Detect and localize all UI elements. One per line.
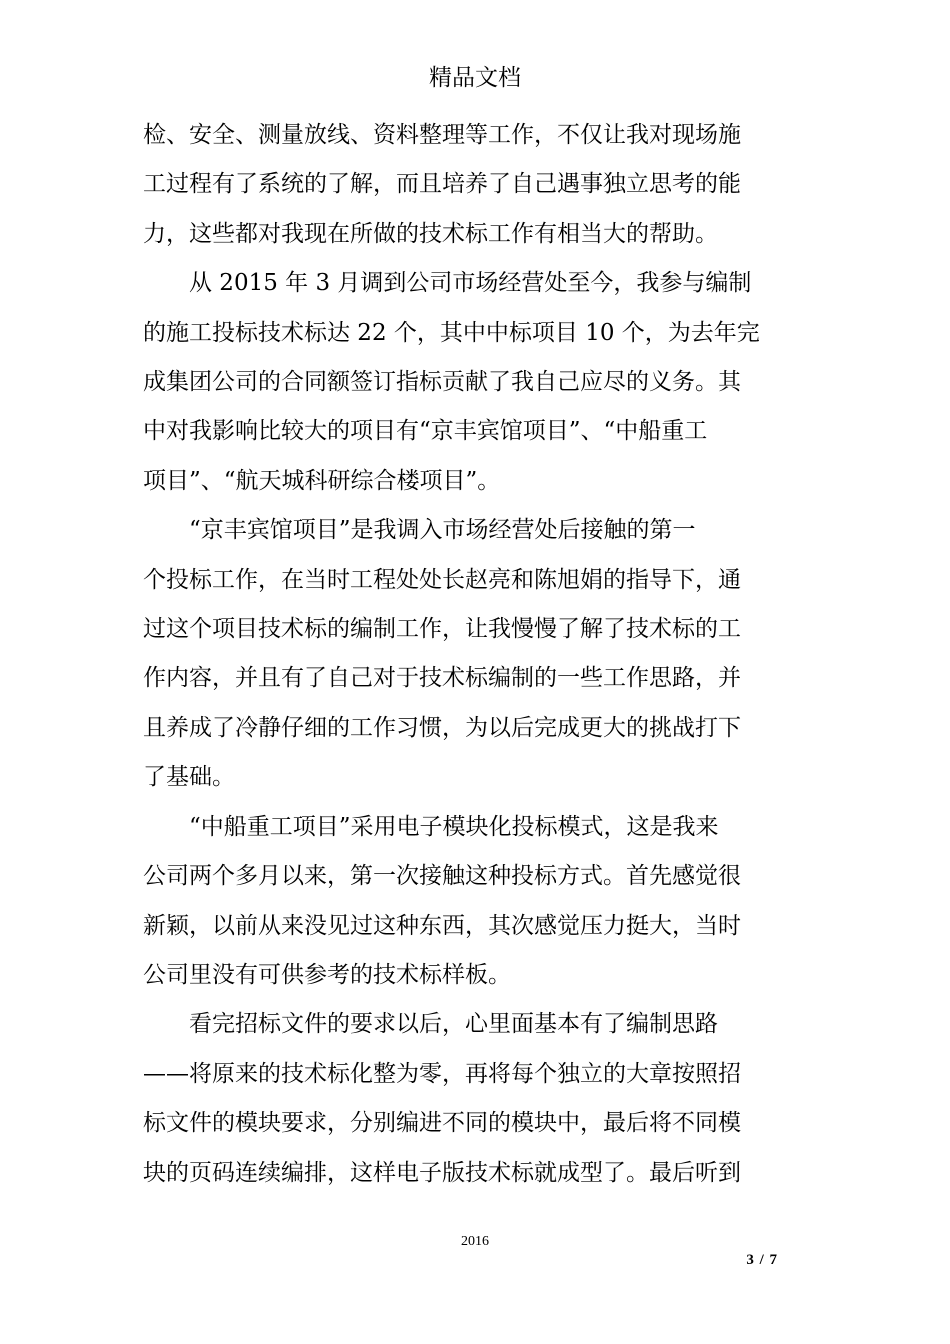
text-line: 新颖，以前从来没见过这种东西，其次感觉压力挺大，当时 bbox=[143, 912, 741, 939]
text-line: 看完招标文件的要求以后，心里面基本有了编制思路 bbox=[189, 1011, 718, 1038]
text-line: 了基础。 bbox=[143, 764, 235, 791]
document-header-title: 精品文档 bbox=[429, 65, 521, 91]
text-line: 从 2015 年 3 月调到公司市场经营处至今，我参与编制 bbox=[189, 270, 752, 297]
text-line: ——将原来的技术标化整为零，再将每个独立的大章按照招 bbox=[143, 1060, 741, 1087]
text-line: 且养成了冷静仔细的工作习惯，为以后完成更大的挑战打下 bbox=[143, 714, 741, 741]
text-line: 过这个项目技术标的编制工作，让我慢慢了解了技术标的工 bbox=[143, 616, 741, 643]
text-line: 的施工投标技术标达 22 个，其中中标项目 10 个，为去年完 bbox=[143, 319, 760, 346]
text-line: 公司里没有可供参考的技术标样板。 bbox=[143, 961, 511, 988]
text-line: 检、安全、测量放线、资料整理等工作，不仅让我对现场施 bbox=[143, 122, 741, 148]
footer-year: 2016 bbox=[461, 1234, 489, 1249]
text-line: 作内容，并且有了自己对于技术标编制的一些工作思路，并 bbox=[143, 665, 741, 692]
text-line: 成集团公司的合同额签订指标贡献了我自己应尽的义务。其 bbox=[143, 369, 741, 396]
text-line: 标文件的模块要求，分别编进不同的模块中，最后将不同模 bbox=[143, 1110, 741, 1137]
document-body bbox=[143, 111, 837, 1198]
page-indicator: 3 / 7 bbox=[746, 1252, 778, 1268]
text-line: “中船重工项目”采用电子模块化投标模式，这是我来 bbox=[189, 813, 719, 840]
text-line: 工过程有了系统的了解，而且培养了自己遇事独立思考的能 bbox=[143, 171, 741, 198]
text-line: 项目”、“航天城科研综合楼项目”。 bbox=[143, 467, 501, 494]
text-line: 块的页码连续编排，这样电子版技术标就成型了。最后听到 bbox=[143, 1159, 741, 1186]
text-line: “京丰宾馆项目”是我调入市场经营处后接触的第一 bbox=[189, 517, 696, 544]
text-line: 中对我影响比较大的项目有“京丰宾馆项目”、“中船重工 bbox=[143, 418, 708, 445]
text-line: 力，这些都对我现在所做的技术标工作有相当大的帮助。 bbox=[143, 220, 718, 247]
text-line: 个投标工作，在当时工程处处长赵亮和陈旭娟的指导下，通 bbox=[143, 566, 741, 593]
text-line: 公司两个多月以来，第一次接触这种投标方式。首先感觉很 bbox=[143, 863, 741, 890]
